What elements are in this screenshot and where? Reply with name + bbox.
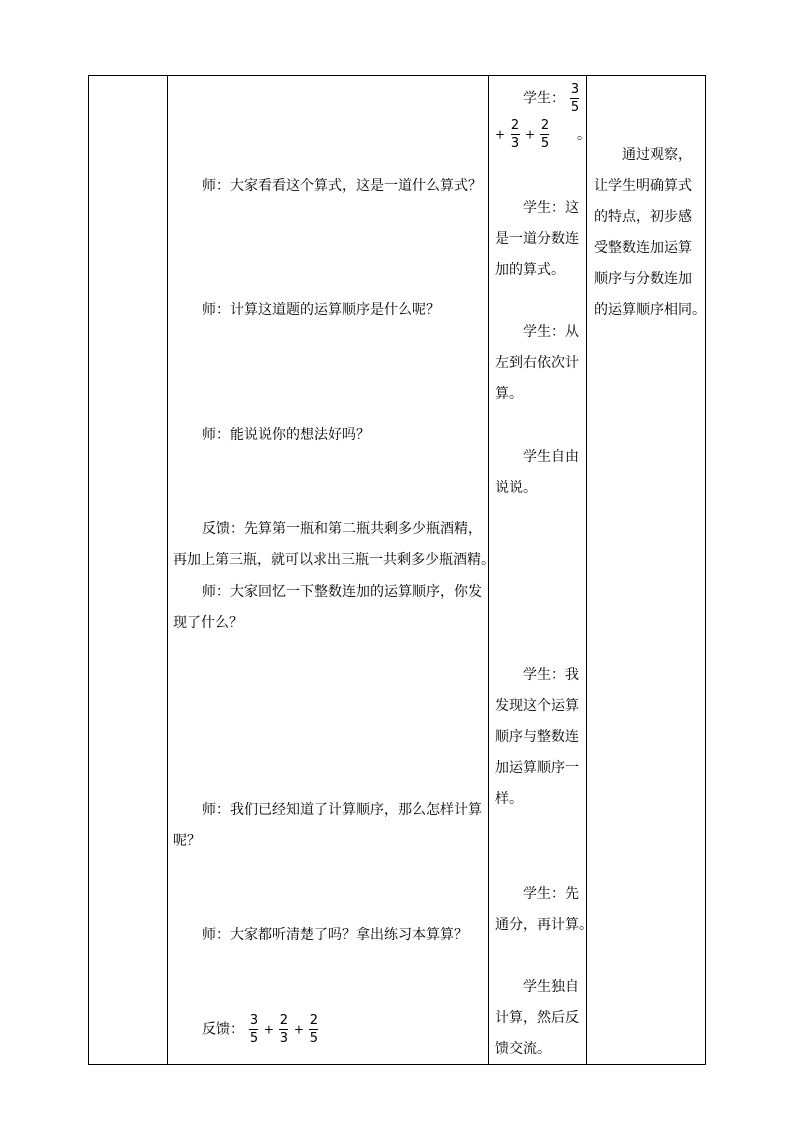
feedback-label: 反馈：	[202, 1021, 244, 1038]
student-answer: 学生：这	[523, 200, 579, 216]
fraction: $\frac{2}{3}$	[510, 118, 520, 151]
feedback-text: 再加上第三瓶，就可以求出三瓶一共剩多少瓶酒精。	[173, 552, 495, 568]
teacher-question: 师：大家回忆一下整数连加的运算顺序，你发	[202, 584, 482, 600]
plus-sign: +	[293, 1022, 304, 1037]
intent-text: 顺序与分数连加	[594, 271, 692, 287]
student-answer: 加运算顺序一	[495, 760, 579, 776]
student-answer: 通分，再计算。	[495, 917, 593, 933]
student-label: 学生：	[523, 90, 565, 107]
student-answer: 算。	[495, 386, 523, 402]
feedback-expression	[202, 1013, 319, 1046]
student-answer: 发现这个运算	[495, 698, 579, 714]
student-answer: 左到右依次计	[495, 355, 579, 371]
student-answer: 加的算式。	[495, 262, 565, 278]
column-divider	[488, 76, 489, 1064]
teacher-question: 呢？	[173, 833, 201, 849]
student-answer: 学生：先	[523, 886, 579, 902]
teacher-question: 师：大家都听清楚了吗？拿出练习本算算？	[202, 927, 468, 943]
intent-text: 通过观察，	[622, 147, 692, 163]
plus-sign: +	[263, 1022, 274, 1037]
fraction: $\frac{3}{5}$	[249, 1013, 259, 1046]
student-answer: 学生独自	[523, 979, 579, 995]
plus-sign: +	[495, 127, 506, 142]
intent-text: 让学生明确算式	[594, 178, 692, 194]
student-answer: 样。	[495, 791, 523, 807]
intent-text: 受整数连加运算	[594, 240, 692, 256]
fraction: $\frac{2}{3}$	[279, 1013, 289, 1046]
intent-text: 的特点，初步感	[594, 209, 692, 225]
column-divider	[167, 76, 168, 1064]
teacher-question: 师：计算这道题的运算顺序是什么呢？	[202, 302, 440, 318]
student-answer: 馈交流。	[495, 1041, 551, 1057]
feedback-text: 反馈：先算第一瓶和第二瓶共剩多少瓶酒精，	[202, 521, 482, 537]
student-answer: 顺序与整数连	[495, 729, 579, 745]
fraction: $\frac{2}{5}$	[540, 118, 550, 151]
student-answer: 计算，然后反	[495, 1010, 579, 1026]
student-answer: 学生自由	[523, 449, 579, 465]
teacher-question: 师：能说说你的想法好吗？	[202, 427, 370, 443]
student-answer: 学生：我	[523, 667, 579, 683]
teacher-question: 师：我们已经知道了计算顺序，那么怎样计算	[202, 802, 482, 818]
student-answer: 是一道分数连	[495, 231, 579, 247]
intent-text: 的运算顺序相同。	[594, 302, 706, 318]
student-expression	[495, 118, 591, 151]
fraction: $\frac{3}{5}$	[570, 82, 580, 115]
teacher-question: 现了什么？	[173, 615, 243, 631]
teacher-question: 师：大家看看这个算式，这是一道什么算式？	[202, 178, 482, 194]
student-answer	[523, 82, 580, 115]
plus-sign: +	[524, 127, 536, 142]
student-answer: 说说。	[495, 480, 537, 496]
fraction: $\frac{2}{5}$	[309, 1013, 319, 1046]
period: 。	[576, 126, 591, 143]
student-answer: 学生：从	[523, 324, 579, 340]
